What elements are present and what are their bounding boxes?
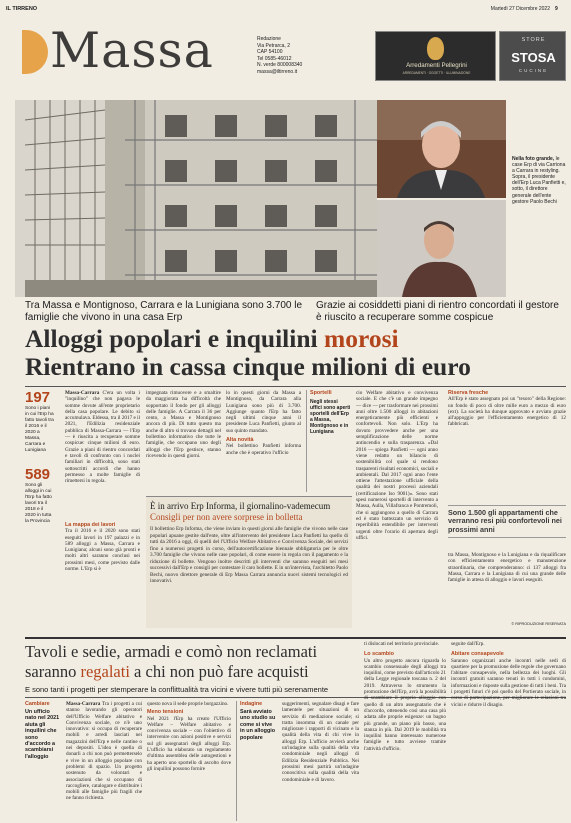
story2-col-1: Massa-Carrara Tra i progetti a cui stanno lavorando gli operatori dell'Ufficio Welfare abitativo e Convivenza sociale, ce n'è uno innovativo: si occupa di recuperare mobili e arredi lasciati nei magazzini dell'Erp e nelle cantine o nei depositi. L'idea è quella di donarli a chi non può permetterselo e vive in un alloggio popolare con problemi di spazio. Un progetto sostenuto da volontari e associazioni che si occupano di raccogliere, catalogare e distribuire i mobili alle famiglie più fragili che ne fanno richiesta. xyxy=(66,701,143,802)
article-col-1: Massa-Carrara C'era un volta i "inquilino" che non pagava le somme dovute all'ente proprietario della casa popolare. Le debito si accumulava. Eldessa, tra il 2017 e il 2021, l'Edilizia residenziale pubblica di Massa-Carrara — l'Erp — è riuscita a recuperare somme cospicue: cinque milioni di euro. Grazie a piani di rientro concordati e tavoli di confronto con i nuclei familiari in difficoltà, sono stati sottoscritti accordi che hanno permesso a molte famiglie di rimettersi in regola. xyxy=(65,390,141,485)
ad-stosa-name: STOSA xyxy=(511,50,556,65)
box-text: Il bollettino Erp Informa, che viene inviato in questi giorni alle famiglie che vivono nelle case popolari apuane gestite dall'ente, oltre all'intervento del presidente Luca Panfietti ha quello di tutti da 2016 a oggi, di quelli del l'Ufficio Welfare Abitativo e Convivenza Sociale, dei servizi fino a numerosi progetti in corso, dell'autocertificazione biennale obbligatoria per le oltre 3.700 famiglie che vivono nelle case popolari, di come essere in regola con il pagamento e la riduzione di bollette. Vengono inoltre descritti gli interventi che saranno eseguiti nei mesi successivi dall'Erp e consigli per contestare il caro bollette. E in un'intervista, l'architetto Paolo Bechi, nuovo direttore generale di Erp Massa Carrara annuncia nuovi sistemi tecnologici ed innovativi. xyxy=(150,526,348,584)
story2-subtitle: E sono tanti i progetti per stemperare la conflittualità tra vicini e vivere tutti più serenamente xyxy=(25,685,329,694)
caption-right: Grazie ai cosiddetti piani di rientro concordati il gestore è riuscito a recuperare somme cospicue xyxy=(316,300,559,323)
ad-logo-icon xyxy=(427,37,444,60)
article-col-6: Riserva fresche All'Erp è stato assegnato poi un "tesoro" della Regione: un fondo di poco di oltre mille euro a mezzo di euro (ext). La società ha dunque approvato e avviato grazie all'appoggio per l'efficientamento energetico di 12 fabbricati. xyxy=(448,390,566,428)
ad-stosa-top: STORE xyxy=(521,37,546,43)
ad-stosa[interactable] xyxy=(499,31,566,81)
page-number: 9 xyxy=(555,6,558,12)
headline-highlight: morosi xyxy=(324,324,399,353)
article-col-5: cio Welfare abitativo e convivenza sociale. E che c'è un grande impegno — dice — per trasformare nei prossimi anni oltre 1.500 alloggi in abitazioni energeticamente più efficienti e confortevoli. Non solo. L'Erp ha dovuto provvedere anche per una semplificazione delle norme antincendio e sulla trasparenza. «Dal 2016 — spiega Panfietti — ogni anno viene redatto un bilancio di sostenibilità col quale si rendono trasparenti risultati economici, sociali e ambientali. Dal 2017 ogni anno l'ente ottiene l'attestazione ufficiale della qualità dei nostri processi aziendali (certificazione Iso 9001)». Sono stati spesi numerosi sportelli di intervento a Massa, Aulla, Villafranca e Pontremoli, che si aggiungono a quello di Carrara ed è stato battezzato un servizio di reperibilità estendibile per interventi urgenti oltre l'orario di apertura degli uffici. xyxy=(356,390,438,541)
story2-col-2: questo nova il sede proprie borgazzino. Meno tensioni Nel 2021 l'Erp ha creato l'Ufficio Welfare – Welfare abitativo e convivenza sociale – con l'obiettivo di intervenire con azioni positive e servizi sul gli assegnatari degli alloggi Erp. L'ufficio ha elaborato un regolamento d'ultima assemblea delle autogestioni e ha aperto uno sportello di ascolto dove gli inquilini possono fornire xyxy=(147,701,231,772)
story2-col-6: seguite dall'Erp. Abitare consapevole Saranno organizzati anche incontri nelle sedi di quartiere per la promozione delle regole che governano l'abitare consapevole, nella bellezza dei luoghi. Gli incontri gratuiti saranno tenuti in tutti i condomini, informazioni e risposte sulla gestione di tutti i beni. Tra i progetti futuri c'è poi quello del Portierato sociale, in corso di partecipazione, per migliorare le relazioni tra vicini e ridurre il disagio. xyxy=(451,641,566,708)
ad-brand: Arredamenti Pellegrini xyxy=(406,62,467,69)
story2-col-4: suggerimenti, segnalare disagi e fare lamentele per situazioni di un servizio di mediazione sociale; si tratta insomma di un canale per migliorare i rapporti di vicinato e la qualità della vita di chi vive in alloggi Erp. L'ufficio avvierà anche un'indagine sulla qualità della vita condominiale negli alloggi di Edilizia Residenziale Pubblica. Nei prossimi mesi partirà un'indagine conoscitiva sulla qualità della vita condominiale e di lavoro. xyxy=(282,701,359,783)
ad-pellegrini[interactable] xyxy=(375,31,496,81)
box-subtitle: Consigli per non avere sorprese in bolletta xyxy=(150,511,303,522)
headline: Alloggi popolari e inquilini morosi Rientrano in cassa cinque milioni di euro xyxy=(25,324,471,381)
building-illustration xyxy=(25,100,377,297)
article-col-2: impegnata rimuovere e a smaltire da maggiorata ha difficoltà che sopportato il fondo per gli alloggi delle famiglie. A Carrara il 36 per cento, a Massa e Montignoso ancora di più. Di tutto questo ma anche di altro si trovano dettagli nel bollettino informativo che tutte le famiglie, che occupano uno degli alloggi che l'Erp gestisce, stanno ricevendo in questi giorni. xyxy=(146,390,221,459)
issue-date: Martedì 27 Dicembre 2022 xyxy=(490,6,550,12)
article-col-3: lo in questi giorni da Massa a Montignoso, da Carrara alla Lunigiana sono più di 3.700. Aggiunge quanto l'Erp ha fatto negli ultimi cinque anni il presidente Luca Panfietti, giunto al suo quinto mandato. Alta novità Nel bollettino Panfietti informa anche che è operativo l'ufficio xyxy=(226,390,301,456)
copyright: © RIPRODUZIONE RISERVATA xyxy=(511,622,566,626)
photo-president xyxy=(377,100,506,198)
box-title: È in arrivo Erp Informa, il giornalino-vademecum xyxy=(150,501,331,511)
pull-quote: Sono 1.500 gli appartamenti che verranno resi più confortevoli nei prossimi anni xyxy=(448,505,566,538)
article-col-1b: La mappa dei lavori Tra il 2016 e il 2020 sono stati eseguiti lavori in 197 palazzi e in 589 alloggi a Massa, Carrara e Lunigiana; alcuni sono già pronti e molti altri saranno conclusi nei prossimi mesi, come previsto dalle norme. L'Erp sì è xyxy=(65,522,140,573)
caption-left: Tra Massa e Montignoso, Carrara e la Lunigiana sono 3.700 le famiglie che vivono in una casa Erp xyxy=(25,300,303,323)
photo-director xyxy=(377,200,506,297)
newsroom-contact: Redazione Via Petrarca, 2 CAP 54100 Tel 0585-46012 N. verde 800008340 massa@iltirreno.it xyxy=(257,36,303,75)
story2-col-5: ti dislocati nel territorio provinciale. Lo scambio Un altro progetto ancora riguarda lo scambio consensuale degli alloggi tra inquilini, come previsto dall'articolo 21 della Legge regionale toscana n. 2 del 2019. Attraverso lo strumento la promozione dell'Erp, avrà la possibilità di scambiare il proprio alloggio con quello di un altro assegnatario che è d'accordo, ottenendo così una casa più adatta alle proprie esigenze: un bagno più grande, un piano più basso, una stanza in più. Dal 2019 le mobilità tra inquilini hanno interessato numerose famiglie e tutto avviene tramite l'attività d'ufficio. xyxy=(364,641,446,752)
stat-589: 589 Sono gli alloggi in cui l'Erp ha fatto lavori tra il 2018 e il 2020 in tutta la Provincia xyxy=(25,466,52,524)
photo-building xyxy=(25,100,377,297)
ad-subtext: ARREDAMENTI · OGGETTI · ILLUMINAZIONE xyxy=(402,71,471,75)
ad-stosa-bottom: CUCINE xyxy=(518,68,549,73)
paper-name: IL TIRRENO xyxy=(6,6,38,12)
story2-highlight: regalati xyxy=(80,661,130,681)
indagine-box: Indagine Sarà avviato uno studio su come si vive in un alloggio popolare xyxy=(236,701,276,821)
sportelli-box: Sportelli Negli stessi uffici sono aperti sportelli dell'Erp a Massa, Montignoso e in Lunigiana xyxy=(306,390,351,492)
city-name: Massa xyxy=(50,22,214,79)
photo-caption: Nella foto grande, le case Erp di via Carriona a Carrara in restyling. Sopra, il presidente dell'Erp Luca Panfietti e, sotto, il direttore generale dell'ente gestore Paolo Bechi xyxy=(512,156,566,205)
erp-informa-box xyxy=(146,496,352,628)
cambiare-box: Cambiare Un ufficio nato nel 2021 aiuta gli inquilini che sono d'accordo a scambiarsi l'alloggio xyxy=(25,701,60,760)
city-logo-icon xyxy=(22,30,48,74)
stat-197: 197 Sono i piani in cui l'Erp ha fatto tavoli tra il 2016 e il 2020 a Massa, Carrara e Lunigiana xyxy=(25,389,54,453)
story2-headline: Tavoli e sedie, armadi e comò non reclamati saranno regalati a chi non può fare acquisti xyxy=(25,642,318,681)
article-col-7: tra Massa, Montignoso e la Lunigiana e da riqualificare con efficientamento energetico e manutenzione straordinaria, che comprenderanno: ci 137 alloggi fra Massa, Carrara e la Lunigiana di cui una grande delle famiglie in attesa di alloggio e lavori eseguiti. xyxy=(448,552,566,584)
